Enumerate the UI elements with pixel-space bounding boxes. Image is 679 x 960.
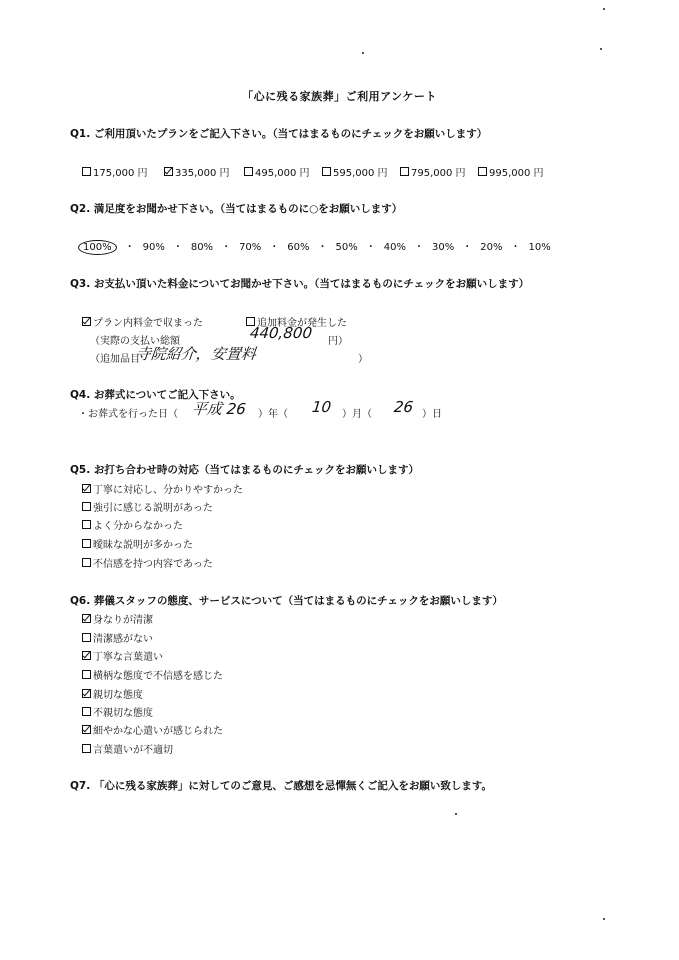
satisfaction-20[interactable]: 20% bbox=[480, 242, 503, 253]
q3-option-within-plan[interactable]: プラン内料金で収まった bbox=[82, 314, 203, 329]
q3-actual-total-value[interactable]: 440,800 bbox=[249, 324, 313, 342]
q1-option-3[interactable]: 495,000 円 bbox=[244, 164, 310, 179]
scan-speck bbox=[600, 48, 602, 50]
q6-option-4[interactable]: 横柄な態度で不信感を感じた bbox=[82, 667, 223, 682]
q6-option-6[interactable]: 不親切な態度 bbox=[82, 704, 153, 719]
checkbox[interactable] bbox=[82, 670, 91, 679]
q6-option-1[interactable]: 身なりが清潔 bbox=[82, 611, 153, 626]
q6-question: Q6. 葬儀スタッフの態度、サービスについて（当てはまるものにチェックをお願いします） bbox=[70, 595, 503, 607]
q4-day-value[interactable]: 26 bbox=[393, 398, 415, 416]
q3-actual-total-unit: 円） bbox=[328, 336, 348, 347]
checkbox[interactable] bbox=[82, 558, 91, 567]
q5-option-2[interactable]: 強引に感じる説明があった bbox=[82, 499, 213, 514]
satisfaction-50[interactable]: 50% bbox=[335, 242, 358, 253]
q6-option-2[interactable]: 清潔感がない bbox=[82, 630, 153, 645]
checkbox[interactable] bbox=[82, 167, 91, 176]
q1-question: Q1. ご利用頂いたプランをご記入下さい。（当てはまるものにチェックをお願いします） bbox=[70, 128, 488, 140]
q3-extra-items-close: ） bbox=[358, 354, 368, 365]
q4-date-label: ・お葬式を行った日（ bbox=[78, 409, 178, 420]
checkbox[interactable] bbox=[82, 707, 91, 716]
checkbox[interactable] bbox=[82, 502, 91, 511]
satisfaction-60[interactable]: 60% bbox=[287, 242, 310, 253]
checkbox-checked[interactable] bbox=[82, 651, 91, 660]
checkbox-checked[interactable] bbox=[82, 317, 91, 326]
checkbox[interactable] bbox=[478, 167, 487, 176]
checkbox-checked[interactable] bbox=[82, 689, 91, 698]
q6-option-7[interactable]: 細やかな心遣いが感じられた bbox=[82, 722, 223, 737]
checkbox[interactable] bbox=[322, 167, 331, 176]
q4-question: Q4. お葬式についてご記入下さい。 bbox=[70, 389, 241, 401]
scan-speck bbox=[603, 918, 605, 920]
q1-option-2[interactable]: 335,000 円 bbox=[164, 164, 230, 179]
checkbox[interactable] bbox=[244, 167, 253, 176]
q3-extra-items-label: （追加品目 bbox=[90, 354, 140, 365]
checkbox-checked[interactable] bbox=[82, 614, 91, 623]
q4-day-label: ）日 bbox=[422, 409, 442, 420]
q4-month-label: ）月（ bbox=[342, 409, 372, 420]
satisfaction-40[interactable]: 40% bbox=[383, 242, 406, 253]
q5-option-1[interactable]: 丁寧に対応し、分かりやすかった bbox=[82, 481, 243, 496]
satisfaction-scale: 100% ・ 90% ・ 80% ・ 70% ・ 60% ・ 50% ・ 40% ・ 30% ・ 20% ・ 10% bbox=[78, 238, 551, 253]
q4-year-label: ）年（ bbox=[258, 409, 288, 420]
q5-option-5[interactable]: 不信感を持つ内容であった bbox=[82, 555, 213, 570]
checkbox[interactable] bbox=[400, 167, 409, 176]
checkbox-checked[interactable] bbox=[164, 167, 173, 176]
q4-month-value[interactable]: 10 bbox=[311, 398, 333, 416]
checkbox[interactable] bbox=[82, 744, 91, 753]
satisfaction-90[interactable]: 90% bbox=[142, 242, 165, 253]
q5-question: Q5. お打ち合わせ時の対応（当てはまるものにチェックをお願いします） bbox=[70, 464, 420, 476]
q1-option-4[interactable]: 595,000 円 bbox=[322, 164, 388, 179]
checkbox[interactable] bbox=[82, 633, 91, 642]
satisfaction-70[interactable]: 70% bbox=[239, 242, 262, 253]
satisfaction-80[interactable]: 80% bbox=[190, 242, 214, 253]
q5-option-3[interactable]: よく分からなかった bbox=[82, 517, 183, 532]
scan-speck bbox=[455, 813, 457, 815]
q1-option-1[interactable]: 175,000 円 bbox=[82, 164, 148, 179]
q4-era-year-value[interactable]: 平成 26 bbox=[191, 400, 247, 418]
q5-option-4[interactable]: 曖昧な説明が多かった bbox=[82, 536, 193, 551]
page-title: 「心に残る家族葬」ご利用アンケート bbox=[242, 90, 437, 103]
checkbox[interactable] bbox=[82, 520, 91, 529]
q3-actual-total-label: （実際の支払い総額 bbox=[90, 336, 180, 347]
q2-question: Q2. 満足度をお聞かせ下さい。（当てはまるものに○をお願いします） bbox=[70, 203, 403, 215]
satisfaction-10[interactable]: 10% bbox=[528, 242, 551, 253]
q6-option-3[interactable]: 丁寧な言葉遣い bbox=[82, 648, 163, 663]
checkbox[interactable] bbox=[82, 539, 91, 548]
scan-speck bbox=[362, 52, 364, 54]
q7-question: Q7. 「心に残る家族葬」に対してのご意見、ご感想を忌憚無くご記入をお願い致します。 bbox=[70, 780, 493, 792]
q3-question: Q3. お支払い頂いた料金についてお聞かせ下さい。（当てはまるものにチェックをお願いします） bbox=[70, 278, 530, 290]
q3-option-extra-charge[interactable]: 追加料金が発生した bbox=[246, 314, 347, 329]
q1-option-6[interactable]: 995,000 円 bbox=[478, 164, 544, 179]
q6-option-5[interactable]: 親切な態度 bbox=[82, 686, 143, 701]
checkbox-checked[interactable] bbox=[82, 484, 91, 493]
q1-option-5[interactable]: 795,000 円 bbox=[400, 164, 466, 179]
q3-extra-items-value[interactable]: 寺院紹介，安置料 bbox=[135, 345, 257, 363]
satisfaction-100-selected[interactable]: 100% bbox=[78, 240, 117, 255]
q6-option-8[interactable]: 言葉遣いが不適切 bbox=[82, 741, 173, 756]
scan-speck bbox=[603, 8, 605, 10]
satisfaction-30[interactable]: 30% bbox=[432, 242, 455, 253]
checkbox-checked[interactable] bbox=[82, 725, 91, 734]
